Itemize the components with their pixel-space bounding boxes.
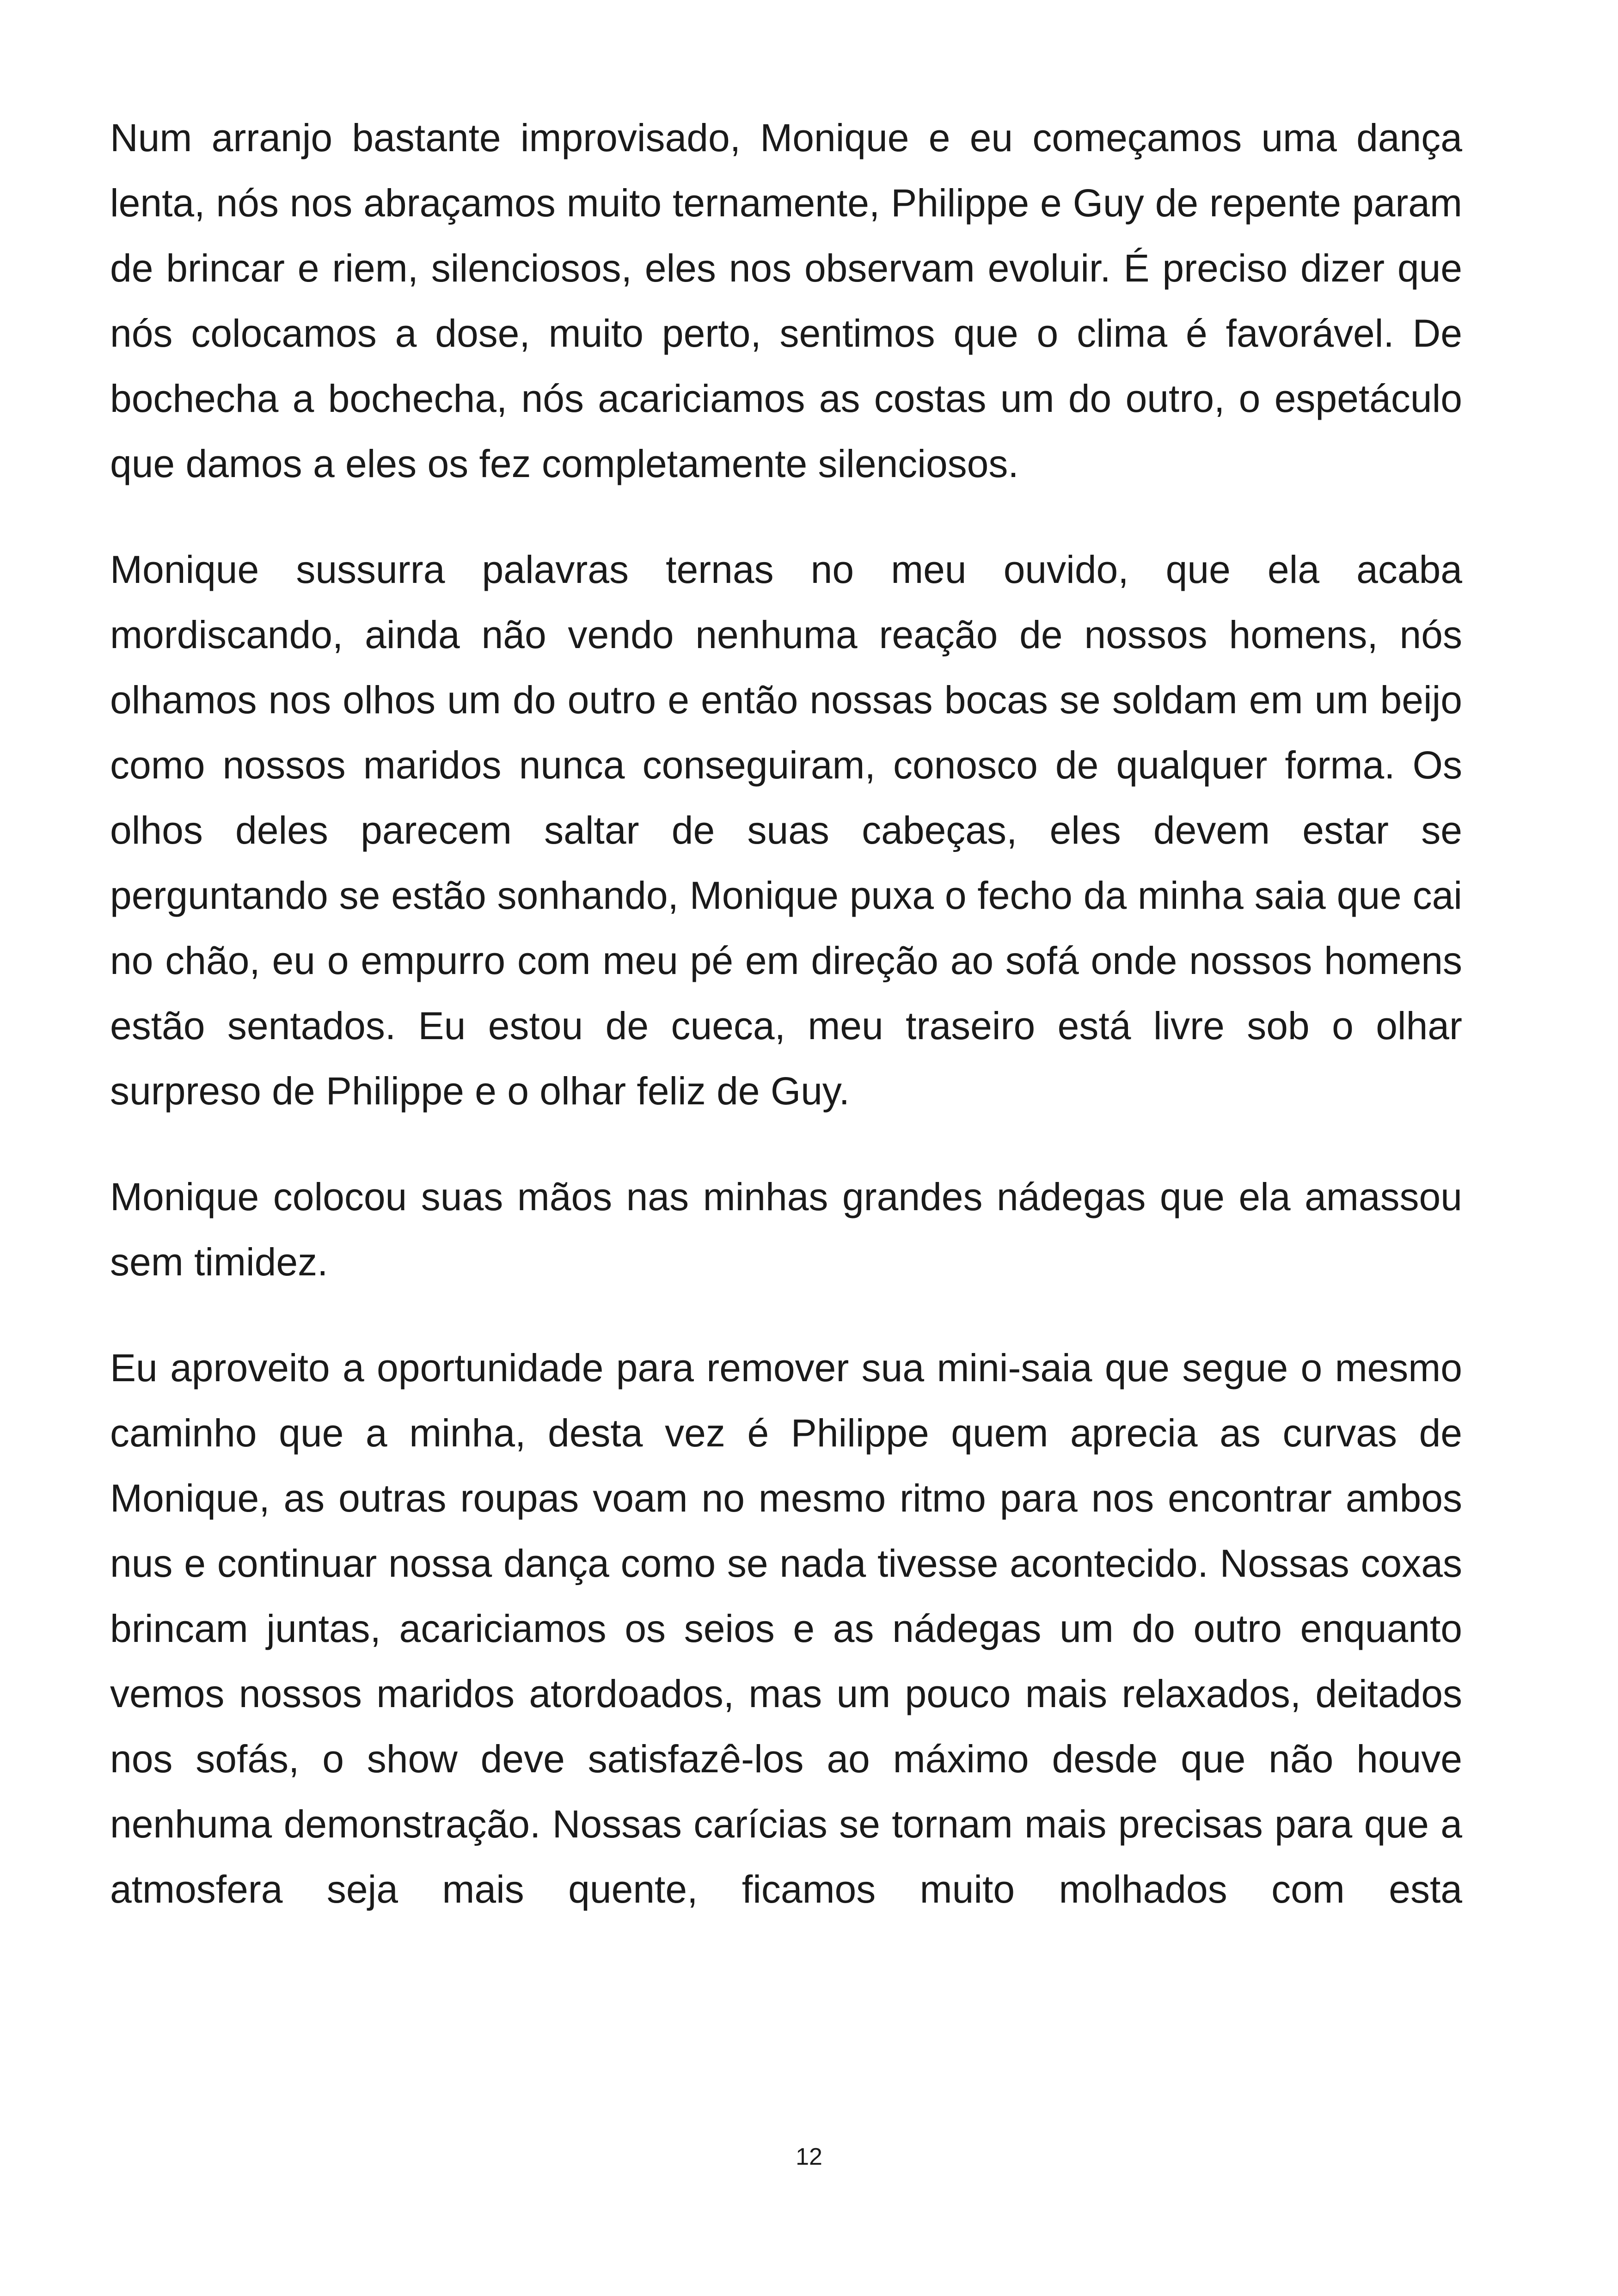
body-text [110, 105, 1462, 1922]
paragraph-1: Num arranjo bastante improvisado, Monique e eu começamos uma dança lenta, nós nos abraçamos muito ternamente, Philippe e Guy de repente param de brincar e riem, silenciosos, eles nos observam evoluir. É preciso dizer que nós colocamos a dose, muito perto, sentimos que o clima é favorável. De bochecha a bochecha, nós acariciamos as costas um do outro, o espetáculo que damos a eles os fez completamente silenciosos. [110, 116, 1462, 485]
paragraph-4: Eu aproveito a oportunidade para remover sua mini-saia que segue o mesmo caminho que a minha, desta vez é Philippe quem aprecia as curvas de Monique, as outras roupas voam no mesmo ritmo para nos encontrar ambos nus e continuar nossa dança como se nada tivesse acontecido. Nossas coxas brincam juntas, acariciamos os seios e as nádegas um do outro enquanto vemos nossos maridos atordoados, mas um pouco mais relaxados, deitados nos sofás, o show deve satisfazê-los ao máximo desde que não houve nenhuma demonstração. Nossas carícias se tornam mais precisas para que a atmosfera seja mais quente, ficamos muito molhados com esta [110, 1346, 1462, 1911]
page-number: 12 [796, 2143, 822, 2170]
paragraph-3: Monique colocou suas mãos nas minhas grandes nádegas que ela amassou sem timidez. [110, 1175, 1462, 1284]
paragraph-2: Monique sussurra palavras ternas no meu ouvido, que ela acaba mordiscando, ainda não vendo nenhuma reação de nossos homens, nós olhamos nos olhos um do outro e então nossas bocas se soldam em um beijo como nossos maridos nunca conseguiram, conosco de qualquer forma. Os olhos deles parecem saltar de suas cabeças, eles devem estar se perguntando se estão sonhando, Monique puxa o fecho da minha saia que cai no chão, eu o empurro com meu pé em direção ao sofá onde nossos homens estão sentados. Eu estou de cueca, meu traseiro está livre sob o olhar surpreso de Philippe e o olhar feliz de Guy. [110, 548, 1462, 1113]
